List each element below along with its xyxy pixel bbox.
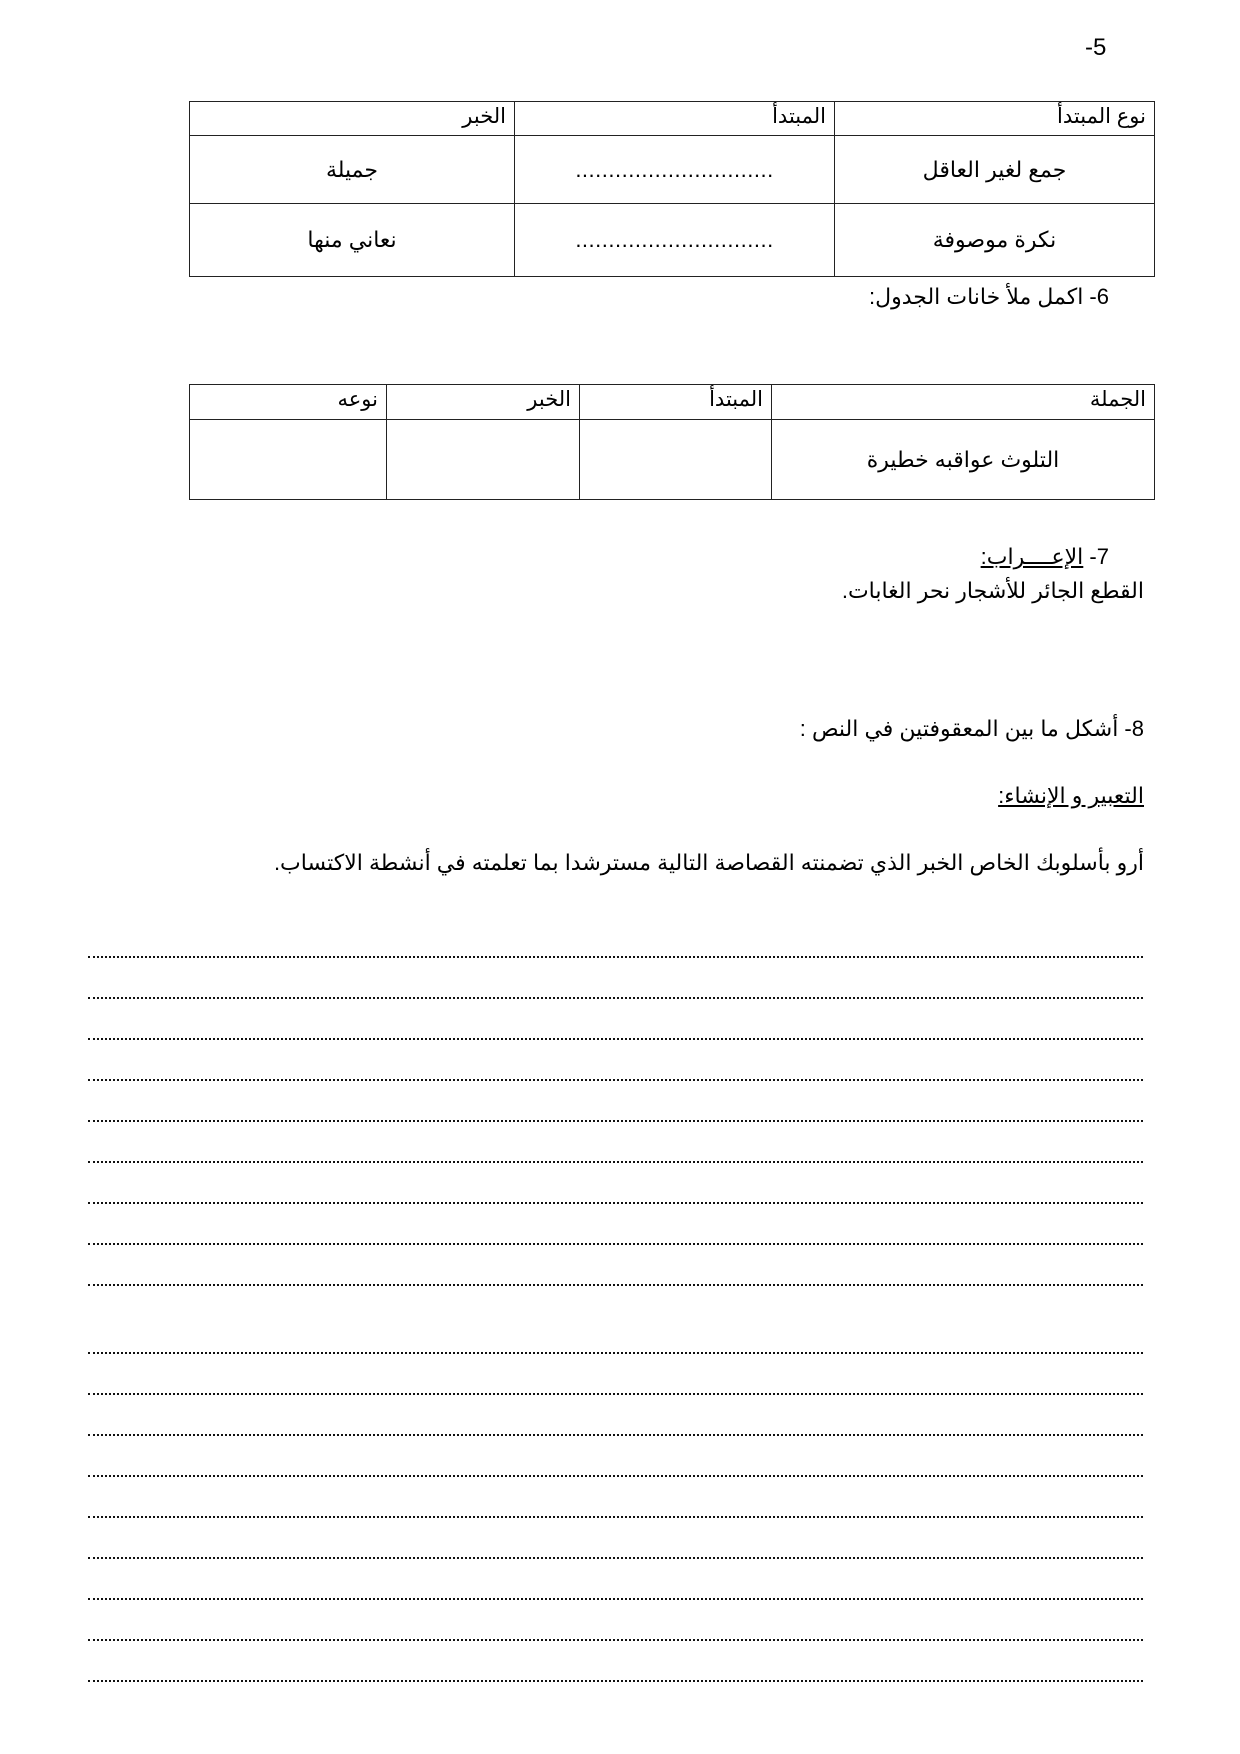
cell-khabar: نعاني منها	[190, 204, 515, 277]
expression-prompt: أرو بأسلوبك الخاص الخبر الذي تضمنته القصاصة التالية مسترشدا بما تعلمته في أنشطة الاكتساب.	[273, 850, 1144, 875]
table-row	[190, 136, 1155, 204]
answer-line[interactable]	[88, 1352, 1143, 1354]
cell-type: نكرة موصوفة	[835, 204, 1155, 277]
answer-line[interactable]	[88, 1434, 1143, 1436]
table-mubtada-type	[189, 101, 1155, 277]
cell-blank[interactable]: ..............................	[515, 136, 835, 204]
answer-line[interactable]	[88, 1161, 1143, 1163]
question-7-title: الإعــــراب:	[980, 544, 1084, 569]
table-sentence-analysis	[189, 384, 1155, 500]
question-8: 8- أشكل ما بين المعقوفتين في النص :	[799, 716, 1144, 741]
answer-line[interactable]	[88, 997, 1143, 999]
table-row	[190, 420, 1155, 500]
answer-line[interactable]	[88, 1202, 1143, 1204]
table-header-row	[190, 385, 1155, 420]
answer-line[interactable]	[88, 1120, 1143, 1122]
answer-line[interactable]	[88, 1284, 1143, 1286]
cell-sentence: التلوث عواقبه خطيرة	[772, 420, 1155, 500]
header-mubtada: المبتدأ	[580, 385, 772, 420]
header-khabar-type: نوعه	[190, 385, 387, 420]
answer-line[interactable]	[88, 1639, 1143, 1641]
answer-line[interactable]	[88, 1680, 1143, 1682]
answer-line[interactable]	[88, 1475, 1143, 1477]
answer-line[interactable]	[88, 1079, 1143, 1081]
answer-line[interactable]	[88, 1557, 1143, 1559]
question-7	[981, 544, 1109, 570]
page-number: -5	[1085, 34, 1107, 61]
header-khabar: الخبر	[387, 385, 580, 420]
answer-line[interactable]	[88, 1393, 1143, 1395]
question-7-number: 7-	[1083, 544, 1109, 569]
header-mubtada-type: نوع المبتدأ	[835, 102, 1155, 136]
answer-line[interactable]	[88, 1038, 1143, 1040]
answer-line[interactable]	[88, 956, 1143, 958]
answer-line[interactable]	[88, 1243, 1143, 1245]
answer-line[interactable]	[88, 1516, 1143, 1518]
expression-title: التعبير و الإنشاء:	[998, 783, 1144, 808]
header-khabar: الخبر	[190, 102, 515, 136]
table-header-row	[190, 102, 1155, 136]
question-6: 6- اكمل ملأ خانات الجدول:	[868, 284, 1109, 309]
cell-type-answer[interactable]	[190, 420, 387, 500]
cell-blank[interactable]: ..............................	[515, 204, 835, 277]
cell-mubtada-answer[interactable]	[580, 420, 772, 500]
table-row	[190, 204, 1155, 277]
irab-sentence: القطع الجائر للأشجار نحر الغابات.	[841, 578, 1144, 603]
cell-khabar-answer[interactable]	[387, 420, 580, 500]
header-sentence: الجملة	[772, 385, 1155, 420]
cell-type: جمع لغير العاقل	[835, 136, 1155, 204]
header-mubtada: المبتدأ	[515, 102, 835, 136]
answer-line[interactable]	[88, 1598, 1143, 1600]
cell-khabar: جميلة	[190, 136, 515, 204]
